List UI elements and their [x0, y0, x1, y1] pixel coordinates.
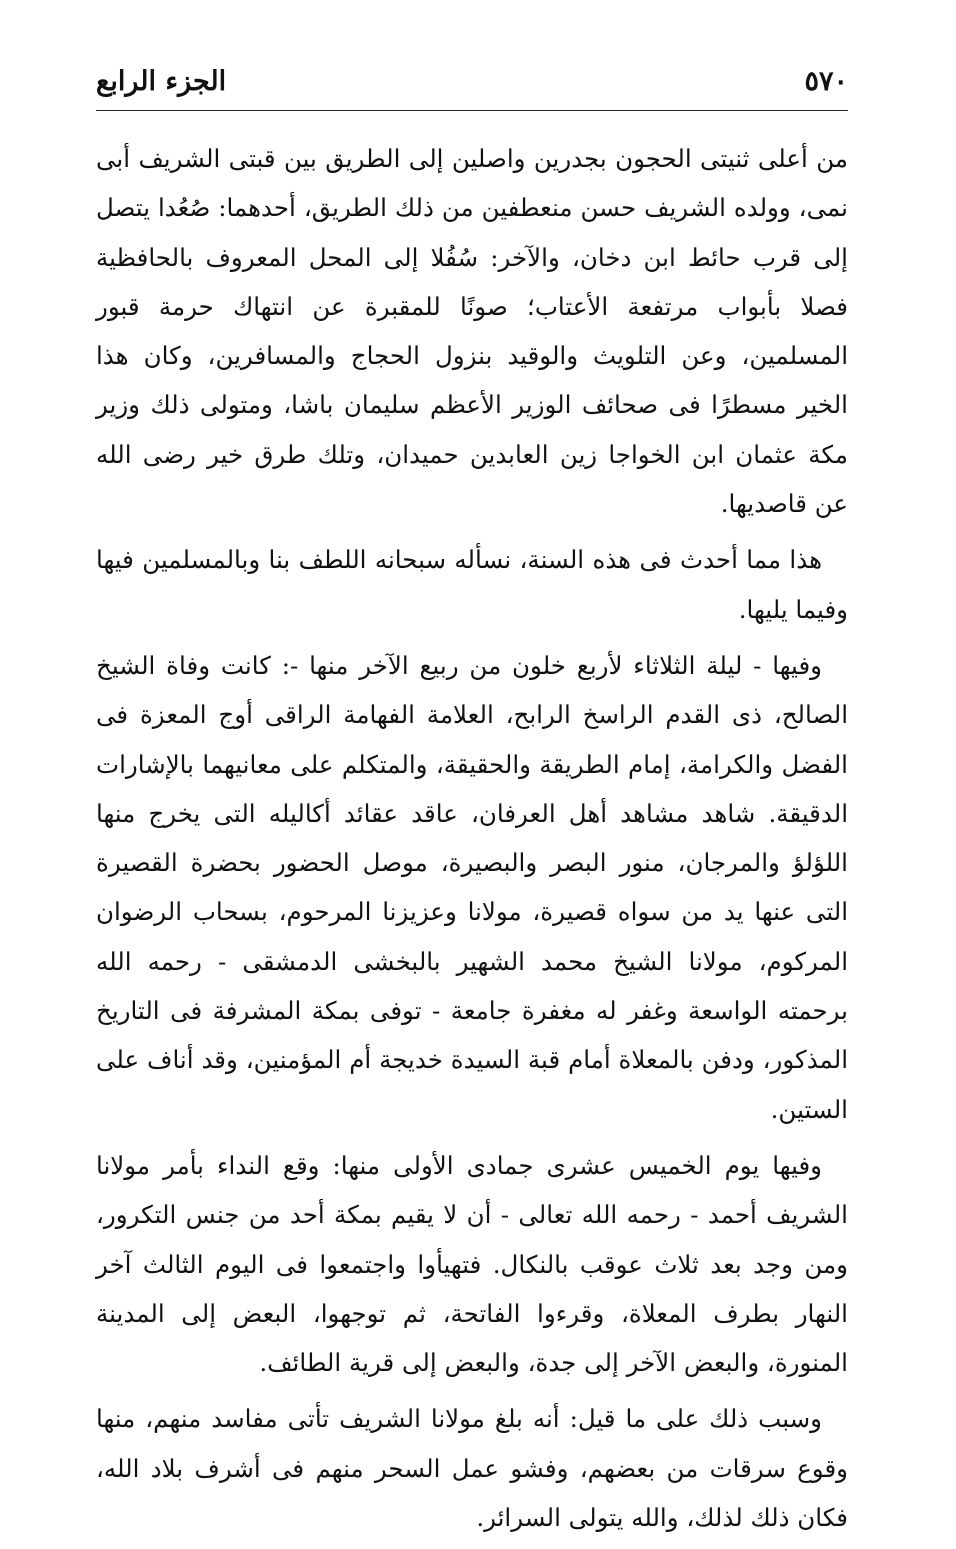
body-text: [96, 134, 848, 1549]
page-header: [96, 58, 848, 111]
paragraph: من أعلى ثنيتى الحجون بجدرين واصلين إلى الطريق بين قبتى الشريف أبى نمى، وولده الشريف حسن منعطفين من ذلك الطريق، أحدهما: صُعُدا يتصل إلى قرب حائط ابن دخان، والآخر: سُفُلا إلى المحل المعروف بالحافظية فصلا بأبواب مرتفعة الأعتاب؛ صونًا للمقبرة عن انتهاك حرمة قبور المسلمين، وعن التلويث والوقيد بنزول الحجاج والمسافرين، وكان هذا الخير مسطرًا فى صحائف الوزير الأعظم سليمان باشا، ومتولى ذلك وزير مكة عثمان ابن الخواجا زين العابدين حميدان، وتلك طرق خير رضى الله عن قاصديها.: [96, 144, 848, 519]
page-number: ٥٧٠: [804, 66, 848, 97]
running-title: الجزء الرابع: [96, 66, 227, 97]
paragraph: وفيها - ليلة الثلاثاء لأربع خلون من ربيع الآخر منها -: كانت وفاة الشيخ الصالح، ذى القدم الراسخ الرابح، العلامة الفهامة الراقى أوج المعزة فى الفضل والكرامة، إمام الطريقة والحقيقة، والمتكلم على معانيهما بالإشارات الدقيقة. شاهد مشاهد أهل العرفان، عاقد عقائد أكاليله التى يخرج منها اللؤلؤ والمرجان، منور البصر والبصيرة، موصل الحضور بحضرة القصيرة التى عنها يد من سواه قصيرة، مولانا وعزيزنا المرحوم، بسحاب الرضوان المركوم، مولانا الشيخ محمد الشهير بالبخشى الدمشقى - رحمه الله برحمته الواسعة وغفر له مغفرة جامعة - توفى بمكة المشرفة فى التاريخ المذكور، ودفن بالمعلاة أمام قبة السيدة خديجة أم المؤمنين، وقد أناف على الستين.: [96, 650, 848, 1124]
paragraph: هذا مما أحدث فى هذه السنة، نسأله سبحانه اللطف بنا وبالمسلمين فيها وفيما يليها.: [96, 545, 848, 624]
paragraph: وفيها يوم الخميس عشرى جمادى الأولى منها: وقع النداء بأمر مولانا الشريف أحمد - رحمه الله تعالى - أن لا يقيم بمكة أحد من جنس التكرور، ومن وجد بعد ثلاث عوقب بالنكال. فتهيأوا واجتمعوا فى اليوم الثالث آخر النهار بطرف المعلاة، وقرءوا الفاتحة، ثم توجهوا، البعض إلى المدينة المنورة، والبعض الآخر إلى جدة، والبعض إلى قرية الطائف.: [96, 1150, 848, 1378]
paragraph: وسبب ذلك على ما قيل: أنه بلغ مولانا الشريف تأتى مفاسد منهم، منها وقوع سرقات من بعضهم، وفشو عمل السحر منهم فى أشرف بلاد الله، فكان ذلك لذلك، والله يتولى السرائر.: [96, 1404, 848, 1533]
